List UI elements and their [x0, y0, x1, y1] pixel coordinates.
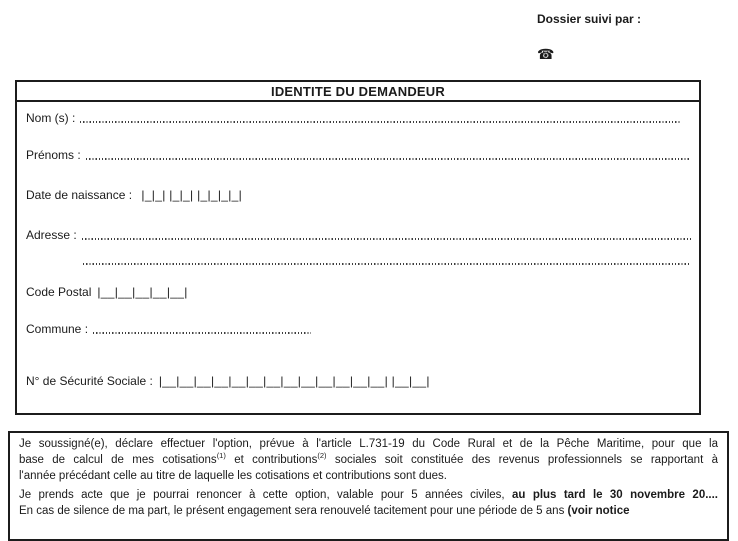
field-adresse-line2 — [26, 251, 691, 267]
nom-label: Nom (s) : — [26, 111, 76, 125]
field-commune — [26, 320, 691, 336]
declaration-box — [8, 431, 729, 541]
securite-sociale-boxes: |__|__|__|__|__|__|__|__|__|__|__|__|__| |__|__| — [158, 374, 430, 388]
adresse-blank-line-1 — [82, 238, 691, 240]
prenoms-label: Prénoms : — [26, 148, 81, 162]
identity-box-title: IDENTITE DU DEMANDEUR — [17, 82, 699, 102]
declaration-line: l'année précédant celle au titre de laquelle les cotisations et contributions sont dues. — [19, 470, 447, 482]
footnote-ref-1: (1) — [216, 451, 226, 461]
dossier-suivi-label: Dossier suivi par : — [537, 12, 642, 26]
field-nom — [26, 109, 691, 125]
field-prenoms — [26, 146, 691, 162]
commune-blank-line — [93, 332, 311, 334]
nom-blank-line — [80, 121, 681, 123]
commune-label: Commune : — [26, 322, 89, 336]
field-date-naissance — [26, 186, 691, 202]
footnote-ref-2: (2) — [317, 451, 327, 461]
adresse-label: Adresse : — [26, 228, 77, 242]
securite-sociale-label: N° de Sécurité Sociale : — [26, 374, 153, 388]
identity-box — [15, 80, 701, 415]
field-code-postal — [26, 283, 691, 299]
declaration-line: Je prends acte que je pourrai renoncer à cette option, valable pour 5 années civiles, au plus tard le 30 novembre 20.... — [19, 489, 718, 501]
declaration-line: Je soussigné(e), déclare effectuer l'option, prévue à l'article L.731-19 du Code Rural et de la Pêche Maritime, pour que la — [19, 438, 718, 450]
date-naissance-label: Date de naissance : — [26, 188, 136, 202]
declaration-line: base de calcul de mes cotisations$^{(1)}$ et contributions$^{(2)}$ sociales soit constituée des revenus professionnels se rapportant à — [19, 451, 719, 466]
field-adresse — [26, 226, 691, 242]
phone-icon: ☎ — [537, 46, 555, 62]
code-postal-boxes: |__|__|__|__|__| — [97, 285, 188, 299]
declaration-line: En cas de silence de ma part, le présent engagement sera renouvelé tacitement pour une période de 5 ans (voir notice — [19, 505, 630, 517]
date-naissance-boxes: |_|_| |_|_| |_|_|_|_| — [141, 188, 243, 202]
declaration-paragraph-2 — [19, 487, 718, 519]
adresse-blank-line-2 — [83, 263, 691, 265]
code-postal-label: Code Postal — [26, 285, 92, 299]
field-securite-sociale — [26, 372, 691, 388]
prenoms-blank-line — [86, 158, 691, 160]
declaration-paragraph-1 — [19, 436, 718, 484]
